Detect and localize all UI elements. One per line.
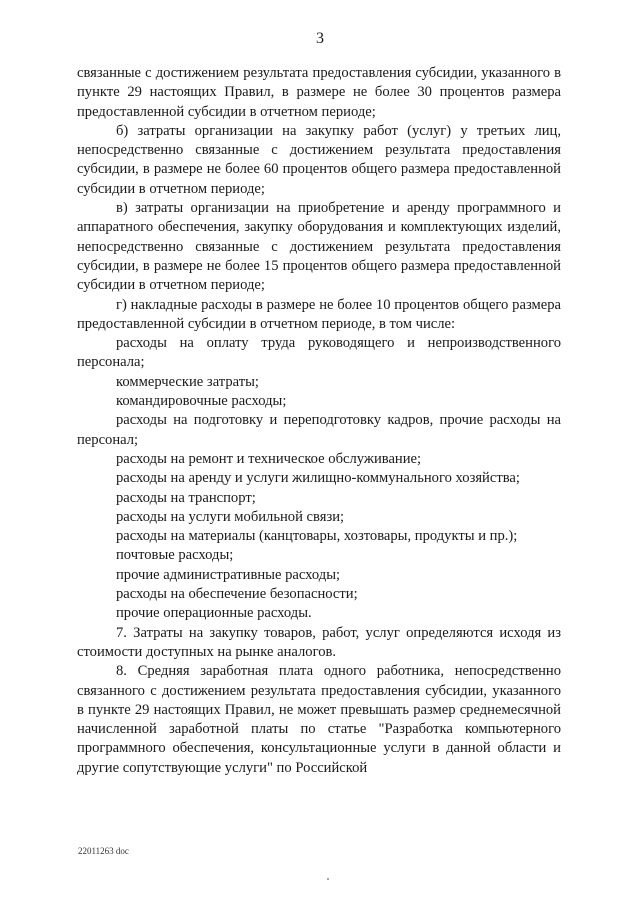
paragraph-v: в) затраты организации на приобретение и аренду программного и аппаратного обеспечения, закупку оборудования и комплектующих изделий, непосредственно связанные с достижением результата предоставления субсидии, в размере не более 15 процентов общего размера предоставленной субсидии в отчетном периоде; <box>77 200 561 294</box>
list-item: расходы на услуги мобильной связи; <box>116 508 345 525</box>
list-item: расходы на транспорт; <box>116 489 256 506</box>
paragraph-8: 8. Средняя заработная плата одного работника, непосредственно связанного с достижением результата предоставления субсидии, указанного в пункте 29 настоящих Правил, не может превышать размер среднемесячной начисленной заработной платы по статье "Разработка компьютерного программного обеспечения, консультационные услуги в данной области и другие сопутствующие услуги" по Российской <box>77 663 561 776</box>
paragraph-b: б) затраты организации на закупку работ (услуг) у третьих лиц, непосредственно связанные с достижением результата предоставления субсидии, в размере не более 60 процентов общего размера предоставленной субсидии в отчетном периоде; <box>77 122 561 197</box>
list-item: почтовые расходы; <box>116 547 234 564</box>
list-item: коммерческие затраты; <box>116 373 259 390</box>
list-item: расходы на аренду и услуги жилищно-коммунального хозяйства; <box>116 470 520 487</box>
document-code: 22011263 doc <box>78 846 129 856</box>
list-item: расходы на ремонт и техническое обслуживание; <box>116 450 422 467</box>
document-body <box>77 64 561 778</box>
list-item: расходы на оплату труда руководящего и непроизводственного персонала; <box>77 335 561 371</box>
scan-dot <box>327 878 329 880</box>
page-number: 3 <box>316 30 324 47</box>
list-item: командировочные расходы; <box>116 393 287 410</box>
paragraph-continuation: связанные с достижением результата предоставления субсидии, указанного в пункте 29 настоящих Правил, в размере не более 30 процентов размера предоставленной субсидии в отчетном периоде; <box>77 65 561 120</box>
list-item: расходы на обеспечение безопасности; <box>116 586 358 603</box>
paragraph-7: 7. Затраты на закупку товаров, работ, услуг определяются исходя из стоимости доступных на рынке аналогов. <box>77 624 561 660</box>
list-item: прочие операционные расходы. <box>116 605 312 622</box>
list-item: расходы на материалы (канцтовары, хозтовары, продукты и пр.); <box>116 528 518 545</box>
list-item: прочие административные расходы; <box>116 566 341 583</box>
paragraph-g: г) накладные расходы в размере не более 10 процентов общего размера предоставленной субсидии в отчетном периоде, в том числе: <box>77 296 561 332</box>
list-item: расходы на подготовку и переподготовку кадров, прочие расходы на персонал; <box>77 412 561 448</box>
